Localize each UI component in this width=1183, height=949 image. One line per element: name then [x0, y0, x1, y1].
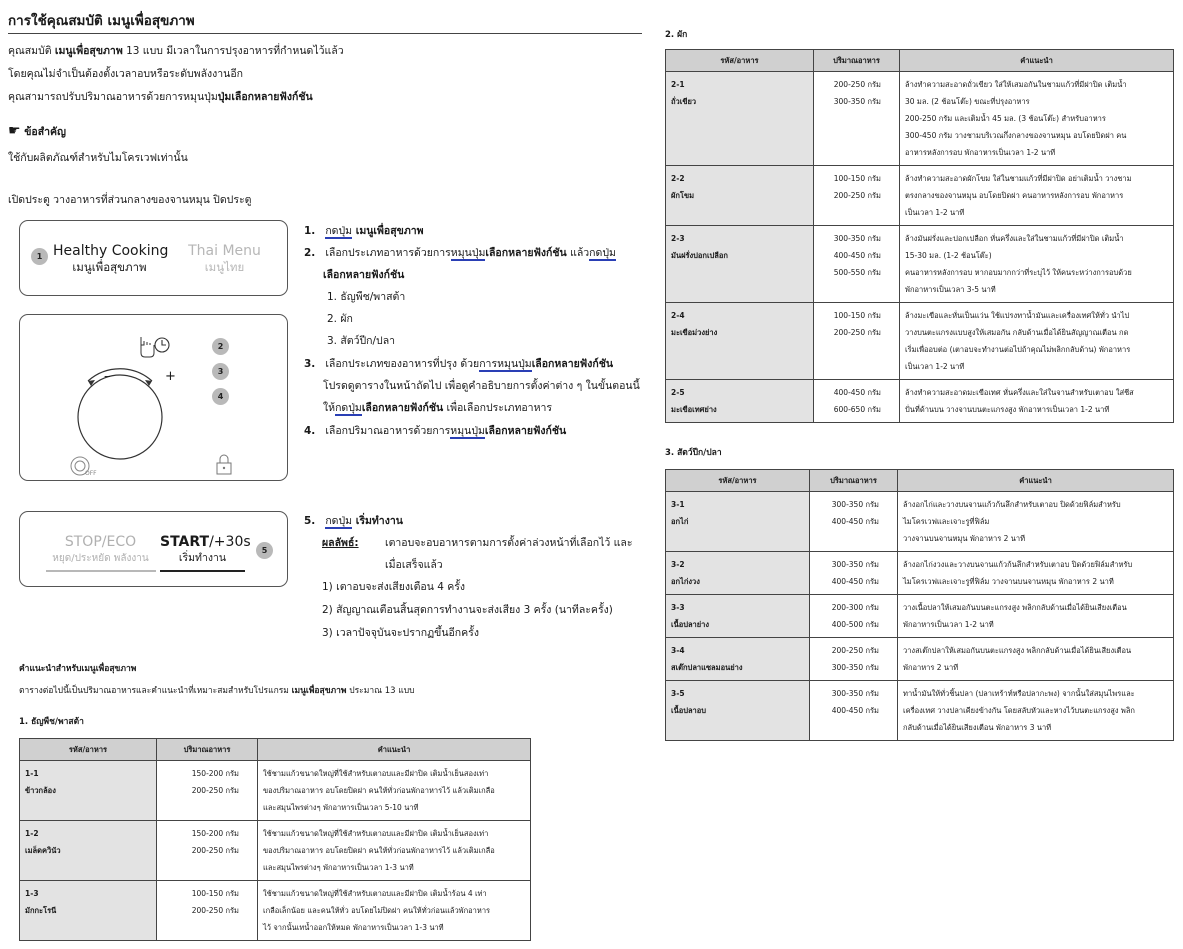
table-row [20, 881, 531, 941]
step-3: 3. เลือกประเภทของอาหารที่ปรุง ด้วยการหมุนปุ่มเลือกหลายฟังก์ชัน [304, 358, 614, 370]
food-code-cell: 3-5 เนื้อปลาอบ [666, 681, 810, 741]
callout-1: 1 [31, 248, 48, 265]
advice-cell: ล้างอกไก่งวงและวางบนจานแก้วก้นลึกสำหรับเตาอบ ปิดด้วยฟิล์มสำหรับ ไมโครเวฟและเจาะรูที่ฟิล์ม วางจานบนจานหมุน พักอาหาร 2 นาที [898, 552, 1174, 595]
stop-underline [46, 570, 156, 572]
header-amount: ปริมาณอาหาร [814, 50, 900, 72]
step-2-option-3: 3. สัตว์ปีก/ปลา [327, 335, 396, 347]
amount-cell: 300-350 กรัม 400-450 กรัม [810, 681, 898, 741]
intro-line-3: คุณสามารถปรับปริมาณอาหารด้วยการหมุนปุ่มปุ่มเลือกหลายฟังก์ชัน [8, 91, 313, 103]
start-thai-label: เริ่มทำงาน [178, 552, 227, 564]
clock-icon [154, 337, 170, 353]
step-5: 5. กดปุ่ม เริ่มทำงาน [304, 515, 403, 527]
amount-cell: 100-150 กรัม 200-250 กรัม [814, 303, 900, 380]
healthy-cooking-button[interactable] [53, 243, 169, 275]
intro-line-2: โดยคุณไม่จำเป็นต้องตั้งเวลาอบหรือระดับพลังงานอีก [8, 68, 244, 80]
callout-5: 5 [256, 542, 273, 559]
table-row [20, 821, 531, 881]
header-advice: คำแนะนำ [900, 50, 1174, 72]
amount-cell: 150-200 กรัม 200-250 กรัม [157, 821, 258, 881]
header-amount: ปริมาณอาหาร [810, 470, 898, 492]
step-2-option-2: 2. ผัก [327, 313, 353, 325]
guide-text: ตารางต่อไปนี้เป็นปริมาณอาหารและคำแนะนำที่เหมาะสมสำหรับโปรแกรม เมนูเพื่อสุขภาพ ประมาณ 13 แบบ [19, 686, 415, 696]
step-2-option-1: 1. ธัญพืช/พาสต้า [327, 291, 406, 303]
food-code-cell: 1-3 มักกะโรนี [20, 881, 157, 941]
healthy-cooking-label: Healthy Cooking [53, 243, 169, 259]
start-button[interactable] [160, 534, 251, 566]
table-row [666, 380, 1174, 423]
dial-minus: – [104, 369, 111, 384]
amount-cell: 300-350 กรัม 400-450 กรัม 500-550 กรัม [814, 226, 900, 303]
header-advice: คำแนะนำ [898, 470, 1174, 492]
step-4: 4. เลือกปริมาณอาหารด้วยการหมุนปุ่มเลือกหลายฟังก์ชัน [304, 425, 567, 437]
callout-4: 4 [212, 388, 229, 405]
open-door-text: เปิดประตู วางอาหารที่ส่วนกลางของจานหมุน ปิดประตู [8, 194, 252, 206]
amount-cell: 100-150 กรัม 200-250 กรัม [157, 881, 258, 941]
hand-press-icon [137, 339, 155, 359]
result-label: ผลลัพธ์: [322, 537, 359, 549]
off-label: OFF [85, 470, 97, 477]
advice-cell: ล้างมะเขือและหั่นเป็นแว่น ใช้แปรงทาน้ำมันและเครื่องเทศให้ทั่ว นำไป วางบนตะแกรงแบบสูงให้เสมอกัน กลับด้านเมื่อได้ยินสัญญาณเตือน กด เริ่มเพื่ออบต่อ (เตาอบจะทำงานต่อไปถ้าคุณไม่พลิกกลับด้าน) พักอาหาร เป็นเวลา 1-2 นาที [900, 303, 1174, 380]
start-stop-panel [19, 511, 288, 587]
title-rule [8, 33, 642, 34]
healthy-cooking-thai-label: เมนูเพื่อสุขภาพ [72, 260, 147, 274]
food-code-cell: 3-1 อกไก่ [666, 492, 810, 552]
food-code-cell: 2-2 ผักโขม [666, 166, 814, 226]
amount-cell: 200-250 กรัม 300-350 กรัม [814, 72, 900, 166]
table-poultry-fish [665, 469, 1174, 741]
advice-cell: วางเนื้อปลาให้เสมอกันบนตะแกรงสูง พลิกกลับด้านเมื่อได้ยินเสียงเตือน พักอาหารเป็นเวลา 1-2 นาที [898, 595, 1174, 638]
result-1: 1) เตาอบจะส่งเสียงเตือน 4 ครั้ง [322, 581, 466, 593]
table-row [666, 552, 1174, 595]
step-1: 1. กดปุ่ม เมนูเพื่อสุขภาพ [304, 225, 424, 237]
advice-cell: ทาน้ำมันให้ทั่วชิ้นปลา (ปลาเทร้าท์หรือปลากะพง) จากนั้นใส่สมุนไพรและ เครื่องเทศ วางปลาเคียงข้างกัน โดยสลับหัวและหางไว้บนตะแกรงสูง พลิก กลับด้านเมื่อได้ยินเสียงเตือน พักอาหาร 3 นาที [898, 681, 1174, 741]
amount-cell: 400-450 กรัม 600-650 กรัม [814, 380, 900, 423]
dial-panel [19, 314, 288, 481]
table-header [666, 50, 1174, 72]
advice-cell: วางสเต๊กปลาให้เสมอกันบนตะแกรงสูง พลิกกลับด้านเมื่อได้ยินเสียงเตือน พักอาหาร 2 นาที [898, 638, 1174, 681]
amount-cell: 200-300 กรัม 400-500 กรัม [810, 595, 898, 638]
table-header [666, 470, 1174, 492]
amount-cell: 200-250 กรัม 300-350 กรัม [810, 638, 898, 681]
section-2-title: 2. ผัก [665, 30, 688, 40]
step-2: 2. เลือกประเภทอาหารด้วยการหมุนปุ่มเลือกหลายฟังก์ชัน แล้วกดปุ่ม [304, 247, 616, 259]
stop-eco-thai-label: หยุด/ประหยัด พลังงาน [52, 553, 149, 564]
food-code-cell: 3-2 อกไก่งวง [666, 552, 810, 595]
table-grains [19, 738, 531, 941]
food-code-cell: 1-2 เมล็ดควินัว [20, 821, 157, 881]
menu-selector-panel [19, 220, 288, 296]
important-text: ใช้กับผลิตภัณฑ์สำหรับไมโครเวฟเท่านั้น [8, 152, 188, 164]
food-code-cell: 2-5 มะเขือเทศย่าง [666, 380, 814, 423]
step-3-line-2: โปรดดูตารางในหน้าถัดไป เพื่อดูคำอธิบายการตั้งค่าต่าง ๆ ในขั้นตอนนี้ [323, 380, 640, 392]
advice-cell: ใช้ชามแก้วขนาดใหญ่ที่ใช้สำหรับเตาอบและมีฝาปิด เติมน้ำเย็นสองเท่า ของปริมาณอาหาร อบโดยปิดฝา คนให้ทั่วก่อนพักอาหารไว้ แล้วเติมเกลือ และสมุนไพรต่างๆ พักอาหารเป็นเวลา 5-10 นาที [258, 761, 531, 821]
food-code-cell: 2-4 มะเขือม่วงย่าง [666, 303, 814, 380]
advice-cell: ล้างทำความสะอาดถั่วเขียว ใส่ให้เสมอกันในชามแก้วที่มีฝาปิด เติมน้ำ 30 มล. (2 ช้อนโต๊ะ) ขณะที่ปรุงอาหาร 200-250 กรัม และเติมน้ำ 45 มล. (3 ช้อนโต๊ะ) สำหรับอาหาร 300-450 กรัม วางชามบริเวณกึ่งกลางของจานหมุน อบโดยปิดฝา คน อาหารหลังการอบ พักอาหารเป็นเวลา 1-2 นาที [900, 72, 1174, 166]
page-title: การใช้คุณสมบัติ เมนูเพื่อสุขภาพ [8, 13, 195, 29]
header-code: รหัส/อาหาร [666, 50, 814, 72]
stop-eco-label: STOP/ECO [64, 534, 137, 550]
advice-cell: ล้างทำความสะอาดมะเขือเทศ หั่นครึ่งและใส่ในจานสำหรับเตาอบ ใส่ชีส ปั่นที่ด้านบน วางจานบนตะแกรงสูง พักอาหารเป็นเวลา 1-2 นาที [900, 380, 1174, 423]
callout-3: 3 [212, 363, 229, 380]
thai-menu-button[interactable] [182, 243, 267, 275]
section-1-title: 1. ธัญพืช/พาสต้า [19, 717, 84, 727]
intro-line-1: คุณสมบัติ เมนูเพื่อสุขภาพ 13 แบบ มีเวลาในการปรุงอาหารที่กำหนดไว้แล้ว [8, 45, 344, 57]
step-3-line-3: ให้กดปุ่มเลือกหลายฟังก์ชัน เพื่อเลือกประเภทอาหาร [323, 402, 553, 414]
food-code-cell: 3-3 เนื้อปลาย่าง [666, 595, 810, 638]
result-2: 2) สัญญาณเตือนสิ้นสุดการทำงานจะส่งเสียง 3 ครั้ง (นาทีละครั้ง) [322, 604, 613, 616]
header-amount: ปริมาณอาหาร [157, 739, 258, 761]
header-advice: คำแนะนำ [258, 739, 531, 761]
table-row [666, 72, 1174, 166]
table-row [666, 166, 1174, 226]
advice-cell: ล้างทำความสะอาดผักโขม ใส่ในชามแก้วที่มีฝาปิด อย่าเติมน้ำ วางชาม ตรงกลางของจานหมุน อบโดยปิดฝา คนอาหารหลังการอบ พักอาหาร เป็นเวลา 1-2 นาที [900, 166, 1174, 226]
advice-cell: ล้างมันฝรั่งและปอกเปลือก หั่นครึ่งและใส่ในชามแก้วที่มีฝาปิด เติมน้ำ 15-30 มล. (1-2 ช้อนโต๊ะ) คนอาหารหลังการอบ หากอบมากกว่าที่ระบุไว้ ให้คนระหว่างการอบด้วย พักอาหารเป็นเวลา 3-5 นาที [900, 226, 1174, 303]
advice-cell: ใช้ชามแก้วขนาดใหญ่ที่ใช้สำหรับเตาอบและมีฝาปิด เติมน้ำร้อน 4 เท่า เกลือเล็กน้อย และคนให้ทั่ว อบโดยไม่ปิดฝา คนให้ทั่วก่อนแล้วพักอาหาร ไว้ จากนั้นเทน้ำออกให้หมด พักอาหารเป็นเวลา 1-3 นาที [258, 881, 531, 941]
food-code-cell: 1-1 ข้าวกล้อง [20, 761, 157, 821]
header-code: รหัส/อาหาร [666, 470, 810, 492]
advice-cell: ล้างอกไก่และวางบนจานแก้วก้นลึกสำหรับเตาอบ ปิดด้วยฟิล์มสำหรับ ไมโครเวฟและเจาะรูที่ฟิล์ม วางจานบนจานหมุน พักอาหาร 2 นาที [898, 492, 1174, 552]
important-note: ☛ ข้อสำคัญ [8, 123, 66, 139]
step-2-line-2: เลือกหลายฟังก์ชัน [323, 269, 405, 281]
section-3-title: 3. สัตว์ปีก/ปลา [665, 448, 722, 458]
lock-icon[interactable] [216, 454, 232, 476]
table-row [666, 681, 1174, 741]
table-row [666, 638, 1174, 681]
amount-cell: 100-150 กรัม 200-250 กรัม [814, 166, 900, 226]
table-row [20, 761, 531, 821]
header-code: รหัส/อาหาร [20, 739, 157, 761]
amount-cell: 300-350 กรัม 400-450 กรัม [810, 552, 898, 595]
result-text-2: เมื่อเสร็จแล้ว [385, 559, 443, 571]
pointing-hand-icon: ☛ [8, 123, 21, 139]
table-row [666, 303, 1174, 380]
callout-2: 2 [212, 338, 229, 355]
advice-cell: ใช้ชามแก้วขนาดใหญ่ที่ใช้สำหรับเตาอบและมีฝาปิด เติมน้ำเย็นสองเท่า ของปริมาณอาหาร อบโดยปิดฝา คนให้ทั่วก่อนพักอาหารไว้ แล้วเติมเกลือ และสมุนไพรต่างๆ พักอาหารเป็นเวลา 1-3 นาที [258, 821, 531, 881]
table-row [666, 492, 1174, 552]
table-vegetables [665, 49, 1174, 423]
result-text-1: เตาอบจะอบอาหารตามการตั้งค่าล่วงหน้าที่เลือกไว้ และ [385, 537, 633, 549]
result-3: 3) เวลาปัจจุบันจะปรากฏขึ้นอีกครั้ง [322, 627, 479, 639]
stop-eco-button[interactable] [48, 534, 153, 566]
thai-menu-label: Thai Menu [188, 243, 261, 259]
food-code-cell: 3-4 สเต๊กปลาแซลมอนย่าง [666, 638, 810, 681]
amount-cell: 150-200 กรัม 200-250 กรัม [157, 761, 258, 821]
food-code-cell: 2-1 ถั่วเขียว [666, 72, 814, 166]
start-underline [160, 570, 245, 572]
food-code-cell: 2-3 มันฝรั่งปอกเปลือก [666, 226, 814, 303]
table-row [666, 595, 1174, 638]
thai-menu-thai-label: เมนูไทย [204, 260, 245, 274]
guide-title: คำแนะนำสำหรับเมนูเพื่อสุขภาพ [19, 664, 137, 674]
dial-plus: + [165, 369, 176, 384]
amount-cell: 300-350 กรัม 400-450 กรัม [810, 492, 898, 552]
table-row [666, 226, 1174, 303]
start-label: START/+30s [160, 534, 251, 550]
table-header [20, 739, 531, 761]
